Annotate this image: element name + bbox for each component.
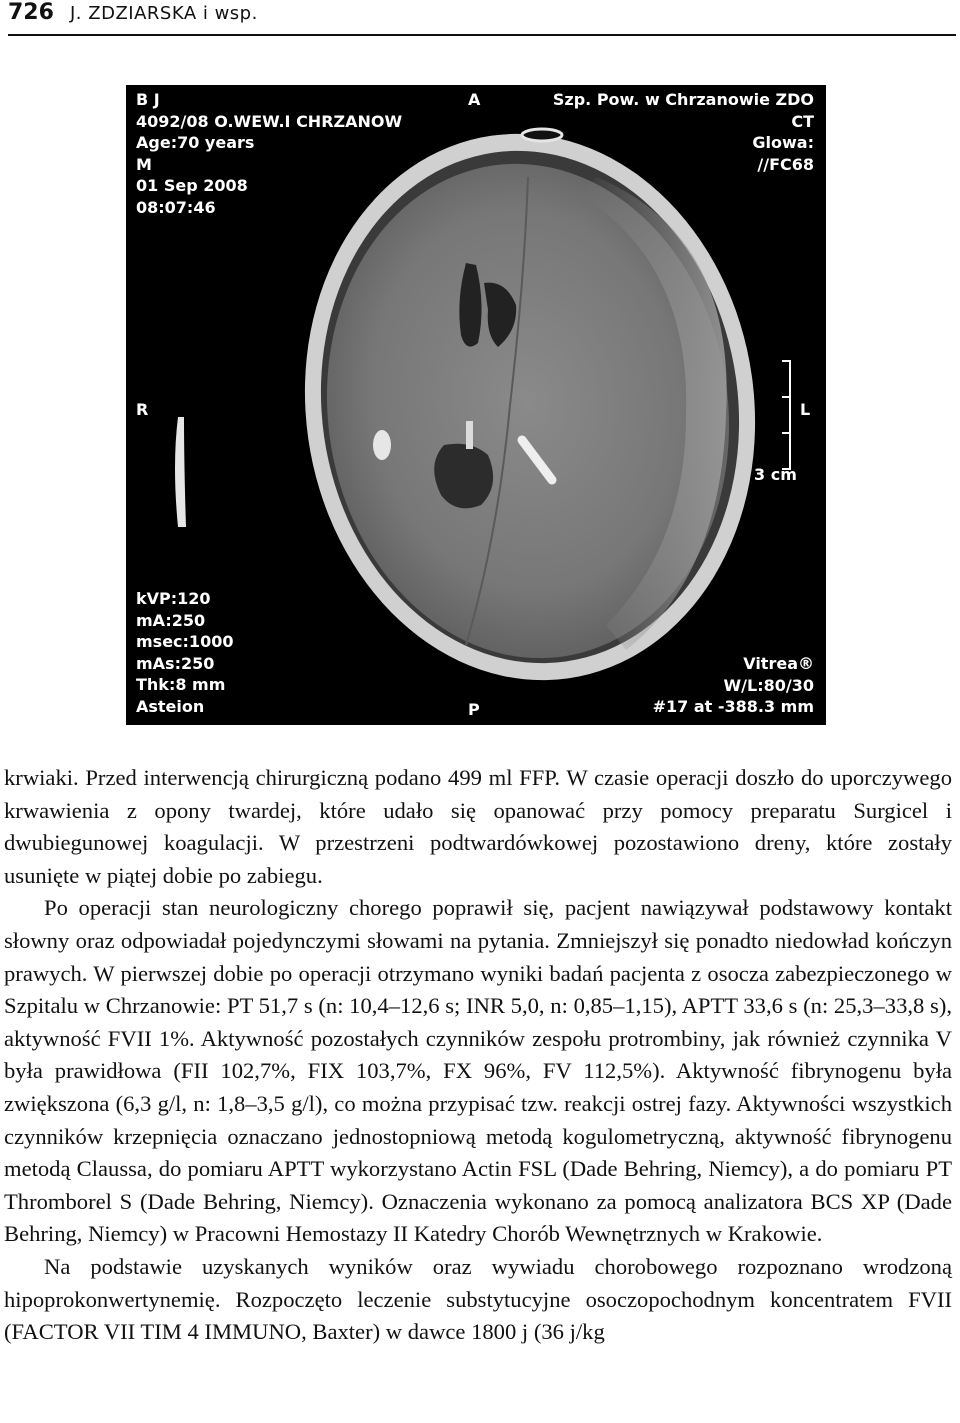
overlay-line: mA:250 — [136, 610, 206, 630]
overlay-line: Asteion — [136, 696, 205, 716]
overlay-institution-info — [553, 89, 814, 175]
paragraph-diagnosis: Na podstawie uzyskanych wyników oraz wywiadu chorobowego rozpoznano wrodzoną hipoprokonwertynemię. Rozpoczęto leczenie substytucyjne osoczopochodnym koncentratem FVII (FACTOR VII TIM 4 IMMUNO, Baxter) w dawce 1800 j (36 j/kg — [4, 1253, 952, 1345]
overlay-line: Vitrea® — [743, 654, 814, 673]
running-header — [8, 0, 956, 36]
overlay-line: CT — [791, 111, 814, 131]
paragraph-continuation: krwiaki. Przed interwencją chirurgiczną podano 499 ml FFP. W czasie operacji doszło do uporczywego krwawienia z opony twardej, które udało się opanować przy pomocy preparatu Surgicel i dwubiegunowej koagulacji. W przestrzeni podtwardówkowej pozostawiono dreny, które zostały usunięte w piątej dobie po zabiegu. — [4, 765, 952, 888]
overlay-viewer-info — [653, 653, 814, 718]
orientation-left: L — [800, 400, 811, 419]
overlay-line: B J — [136, 90, 160, 109]
overlay-line: 4092/08 O.WEW.I CHRZANOW — [136, 111, 403, 131]
orientation-posterior: P — [468, 700, 480, 719]
positioning-bar — [175, 417, 186, 527]
orientation-anterior: A — [468, 90, 481, 109]
overlay-line: Glowa: — [752, 133, 814, 153]
page-number: 726 — [8, 0, 54, 25]
overlay-line: kVP:120 — [136, 589, 211, 608]
article-body — [4, 762, 952, 1349]
header-rule — [8, 34, 956, 36]
overlay-line: Thk:8 mm — [136, 675, 226, 695]
overlay-line: mAs:250 — [136, 653, 215, 673]
calcification-left — [373, 430, 391, 460]
overlay-line: Age:70 years — [136, 133, 255, 153]
overlay-line: msec:1000 — [136, 632, 234, 652]
scale-bar — [782, 361, 790, 469]
orientation-right: R — [136, 400, 149, 419]
paragraph-postoperative: Po operacji stan neurologiczny chorego poprawił się, pacjent nawiązywał podstawowy kontakt słowny oraz odpowiadał pojedynczymi słowami na pytania. Zmniejszył się ponadto niedowład kończyn prawych. W pierwszej dobie po operacji otrzymano wyniki badań pacjenta z osocza zabezpieczonego w Szpitalu w Chrzanowie: PT 51,7 s (n: 10,4–12,6 s; INR 5,0, n: 0,85–1,15), APTT 33,6 s (n: 25,3–33,8 s), aktywność FVII 1%. Aktywność pozostałych czynników zespołu protrombiny, jak również czynnika V była prawidłowa (FII 102,7%, FIX 103,7%, FX 96%, FV 112,5%). Aktywność fibrynogenu była zwiększona (6,3 g/l, n: 1,8–3,5 g/l), co można przypisać tzw. reakcji ostrej fazy. Aktywności wszystkich czynników krzepnięcia oznaczano jednostopniową metodą kogulometryczną, aktywność fibrynogenu metodą Claussa, do pomiaru APTT wykorzystano Actin FSL (Dade Behring, Niemcy), a do pomiaru PT Thromborel S (Dade Behring, Niemcy). Oznaczenia wykonano za pomocą analizatora BCS XP (Dade Behring, Niemcy) w Pracowni Hemostazy II Katedry Chorób Wewnętrznych w Krakowie. — [4, 895, 952, 1247]
ct-scan-figure — [126, 85, 826, 725]
overlay-line: //FC68 — [757, 154, 814, 174]
overlay-line: #17 at -388.3 mm — [652, 697, 814, 717]
overlay-patient-info — [136, 89, 402, 219]
overlay-scan-parameters — [136, 588, 233, 718]
overlay-line: 08:07:46 — [136, 197, 216, 217]
scale-label: 3 cm — [754, 465, 797, 484]
overlay-line: W/L:80/30 — [723, 675, 814, 695]
overlay-line: 01 Sep 2008 — [136, 176, 248, 196]
running-head-authors: J. ZDZIARSKA i wsp. — [70, 3, 258, 24]
calcification-septum — [466, 421, 473, 449]
overlay-line: M — [136, 154, 152, 174]
overlay-line: Szp. Pow. w Chrzanowie ZDO — [552, 90, 814, 109]
